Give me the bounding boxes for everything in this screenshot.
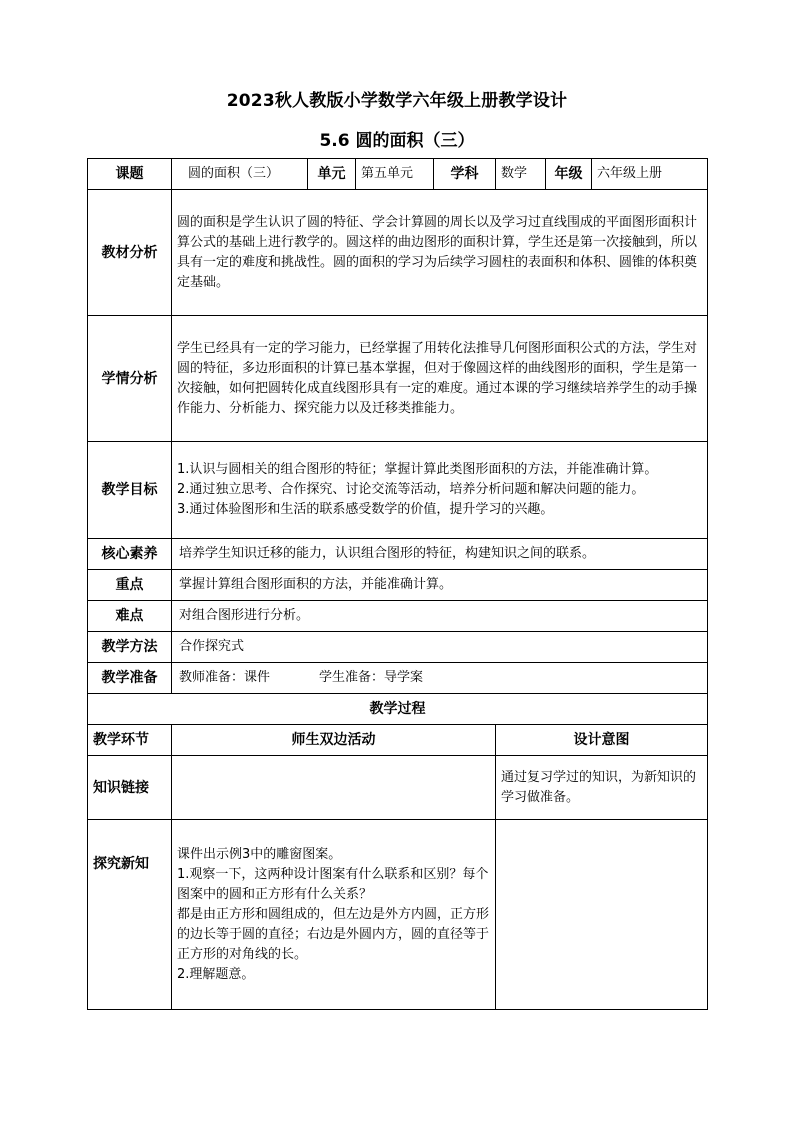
teaching-goals-label: 教学目标 [88, 442, 172, 539]
key-point-text: 掌握计算组合图形面积的方法，并能准确计算。 [172, 570, 708, 601]
activity-column-header: 师生双边活动 [172, 725, 496, 756]
difficult-point-row [88, 601, 708, 632]
process-header-row [88, 725, 708, 756]
lesson-title: 5.6 圆的面积（三） [319, 131, 475, 151]
subject-label: 学科 [434, 159, 496, 190]
student-analysis-label: 学情分析 [88, 316, 172, 442]
stage-column-header: 教学环节 [88, 725, 172, 756]
explore-new-activity [172, 820, 496, 1010]
material-analysis-row [88, 190, 708, 316]
process-title: 教学过程 [88, 694, 708, 725]
intent-column-header: 设计意图 [496, 725, 708, 756]
key-point-row [88, 570, 708, 601]
teaching-method-row [88, 632, 708, 663]
grade-value: 六年级上册 [592, 159, 708, 190]
core-literacy-row [88, 539, 708, 570]
difficult-point-label: 难点 [88, 601, 172, 632]
difficult-point-text: 对组合图形进行分析。 [172, 601, 708, 632]
topic-label: 课题 [88, 159, 172, 190]
student-analysis-row [88, 316, 708, 442]
explore-line: 2.理解题意。 [177, 966, 255, 982]
subject-value: 数学 [496, 159, 546, 190]
knowledge-link-row [88, 756, 708, 820]
unit-value: 第五单元 [356, 159, 434, 190]
explore-new-label: 探究新知 [88, 820, 172, 1010]
topic-value: 圆的面积（三） [172, 159, 308, 190]
unit-label: 单元 [308, 159, 356, 190]
core-literacy-label: 核心素养 [88, 539, 172, 570]
document-title: 2023秋人教版小学数学六年级上册教学设计 [226, 91, 568, 111]
explore-line: 1.观察一下，这两种设计图案有什么联系和区别？每个图案中的圆和正方形有什么关系？ [177, 866, 489, 902]
teaching-goals-row [88, 442, 708, 539]
core-literacy-text: 培养学生知识迁移的能力，认识组合图形的特征，构建知识之间的联系。 [172, 539, 708, 570]
material-analysis-text: 圆的面积是学生认识了圆的特征、学会计算圆的周长以及学习过直线围成的平面图形面积计算公式的基础上进行教学的。圆这样的曲边图形的面积计算，学生还是第一次接触到，所以具有一定的难度和挑战性。圆的面积的学习为后续学习圆柱的表面积和体积、圆锥的体积奠定基础。 [172, 190, 708, 316]
student-analysis-text: 学生已经具有一定的学习能力，已经掌握了用转化法推导几何图形面积公式的方法，学生对圆的特征，多边形面积的计算已基本掌握，但对于像圆这样的曲线图形的面积，学生是第一次接触，如何把圆转化成直线图形具有一定的难度。通过本课的学习继续培养学生的动手操作能力、分析能力、探究能力以及迁移类推能力。 [172, 316, 708, 442]
explore-new-intent [496, 820, 708, 1010]
teaching-prep-row [88, 663, 708, 694]
grade-label: 年级 [546, 159, 592, 190]
knowledge-link-activity [172, 756, 496, 820]
teacher-prep: 教师准备：课件 [179, 670, 271, 685]
header-row [88, 159, 708, 190]
teaching-goal-item: 2.通过独立思考、合作探究、讨论交流等活动，培养分析问题和解决问题的能力。 [177, 482, 645, 497]
material-analysis-label: 教材分析 [88, 190, 172, 316]
explore-new-row [88, 820, 708, 1010]
process-title-row [88, 694, 708, 725]
teaching-prep-cell [172, 663, 708, 694]
teaching-method-text: 合作探究式 [172, 632, 708, 663]
key-point-label: 重点 [88, 570, 172, 601]
explore-line: 课件出示例3中的雕窗图案。 [177, 846, 342, 862]
knowledge-link-intent: 通过复习学过的知识，为新知识的学习做准备。 [496, 756, 708, 820]
knowledge-link-label: 知识链接 [88, 756, 172, 820]
teaching-goal-item: 1.认识与圆相关的组合图形的特征；掌握计算此类图形面积的方法，并能准确计算。 [177, 462, 658, 477]
teaching-method-label: 教学方法 [88, 632, 172, 663]
teaching-goal-item: 3.通过体验图形和生活的联系感受数学的价值，提升学习的兴趣。 [177, 502, 554, 517]
explore-line: 都是由正方形和圆组成的，但左边是外方内圆，正方形的边长等于圆的直径；右边是外圆内方，圆的直径等于正方形的对角线的长。 [177, 906, 490, 962]
lesson-plan-table [87, 158, 708, 1010]
student-prep: 学生准备：导学案 [319, 670, 424, 685]
teaching-goals-list [172, 442, 708, 539]
teaching-prep-label: 教学准备 [88, 663, 172, 694]
